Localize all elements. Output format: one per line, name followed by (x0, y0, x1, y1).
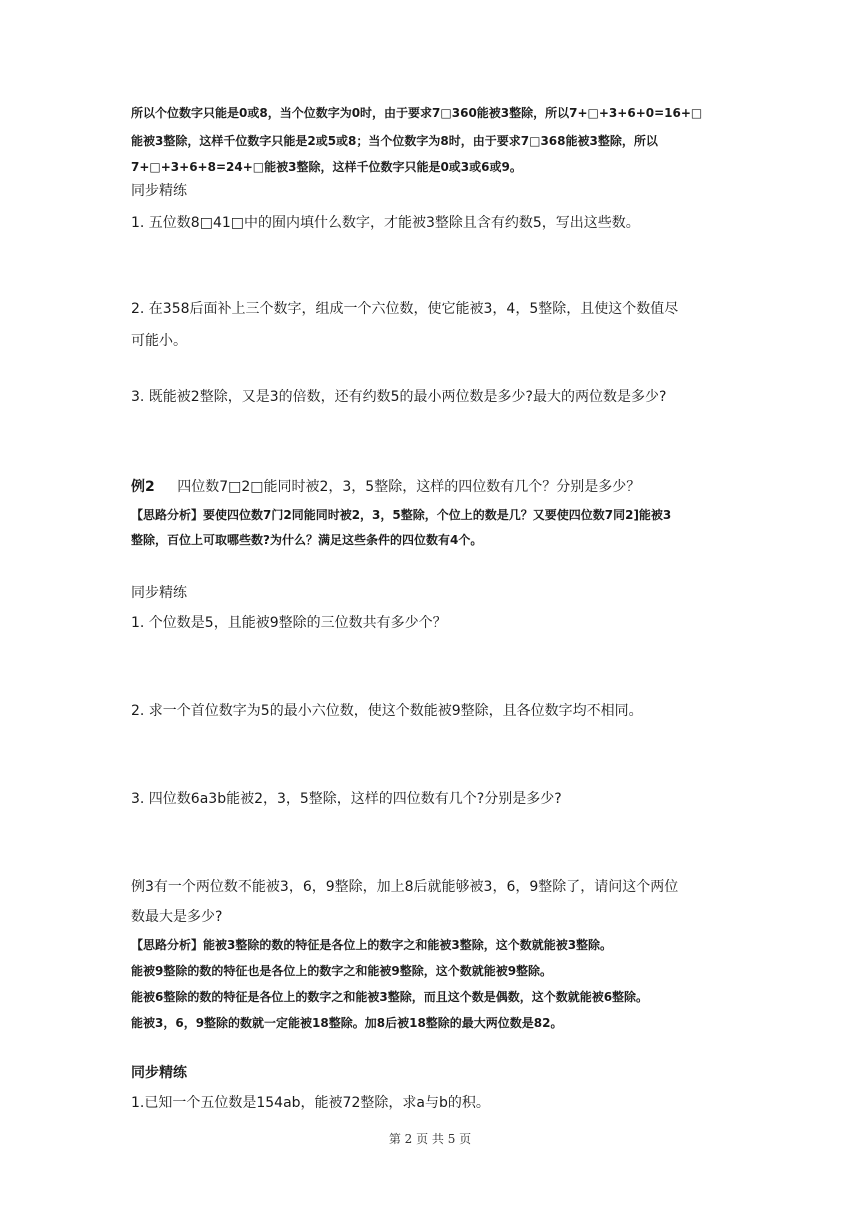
section-heading-practice-1: 同步精练 (131, 183, 187, 199)
example-2-text: 四位数7□2□能同时被2，3，5整除，这样的四位数有几个？分别是多少？ (177, 479, 641, 495)
practice-question-2-line-2: 可能小。 (131, 333, 187, 349)
analysis-3-line-4: 能被3，6，9整除的数就一定能被18整除。加8后被18整除的最大两位数是82。 (131, 1016, 563, 1030)
analysis-2-line-1: 【思路分析】要使四位数7门2同能同时被2，3，5整除，个位上的数是几？又要使四位数7同2]能被3 (131, 508, 672, 522)
solution-line-3: 7+□+3+6+8=24+□能被3整除，这样千位数字只能是0或3或6或9。 (131, 160, 522, 174)
practice-question-1: 1. 五位数8□41□中的囿内填什么数字，才能被3整除且含有约数5，写出这些数。 (131, 215, 640, 231)
section-heading-practice-2: 同步精练 (131, 585, 187, 601)
practice-question-3: 3. 既能被2整除，又是3的倍数，还有约数5的最小两位数是多少?最大的两位数是多少? (131, 389, 667, 405)
practice-2-question-1: 1. 个位数是5，且能被9整除的三位数共有多少个？ (131, 615, 447, 631)
practice-3-question-1: 1.已知一个五位数是154ab，能被72整除，求a与b的积。 (131, 1095, 490, 1111)
example-3-line-2: 数最大是多少? (131, 909, 223, 925)
example-3-line-1: 例3有一个两位数不能被3，6，9整除，加上8后就能够被3，6，9整除了，请问这个两位 (131, 879, 679, 895)
practice-2-question-3: 3. 四位数6a3b能被2，3，5整除，这样的四位数有几个?分别是多少? (131, 791, 562, 807)
page-footer: 第 2 页 共 5 页 (388, 1132, 472, 1146)
example-2-label: 例2 (131, 479, 155, 495)
analysis-3-line-2: 能被9整除的数的特征也是各位上的数字之和能被9整除，这个数就能被9整除。 (131, 964, 553, 978)
analysis-3-line-1: 【思路分析】能被3整除的数的特征是各位上的数字之和能被3整除，这个数就能被3整除。 (131, 938, 613, 952)
section-heading-practice-3: 同步精练 (131, 1065, 187, 1081)
analysis-2-line-2: 整除，百位上可取哪些数?为什么？满足这些条件的四位数有4个。 (131, 533, 483, 547)
analysis-3-line-3: 能被6整除的数的特征是各位上的数字之和能被3整除，而且这个数是偶数，这个数就能被6整除。 (131, 990, 649, 1004)
example-2-heading (131, 476, 640, 496)
solution-line-2: 能被3整除，这样千位数字只能是2或5或8；当个位数字为8时，由于要求7□368能被3整除，所以 (131, 134, 658, 148)
practice-question-2-line-1: 2. 在358后面补上三个数字，组成一个六位数，使它能被3，4，5整除，且使这个数值尽 (131, 301, 679, 317)
solution-line-1: 所以个位数字只能是0或8，当个位数字为0时，由于要求7□360能被3整除，所以7+□+3+6+0=16+□ (131, 106, 703, 120)
practice-2-question-2: 2. 求一个首位数字为5的最小六位数，使这个数能被9整除，且各位数字均不相同。 (131, 703, 643, 719)
